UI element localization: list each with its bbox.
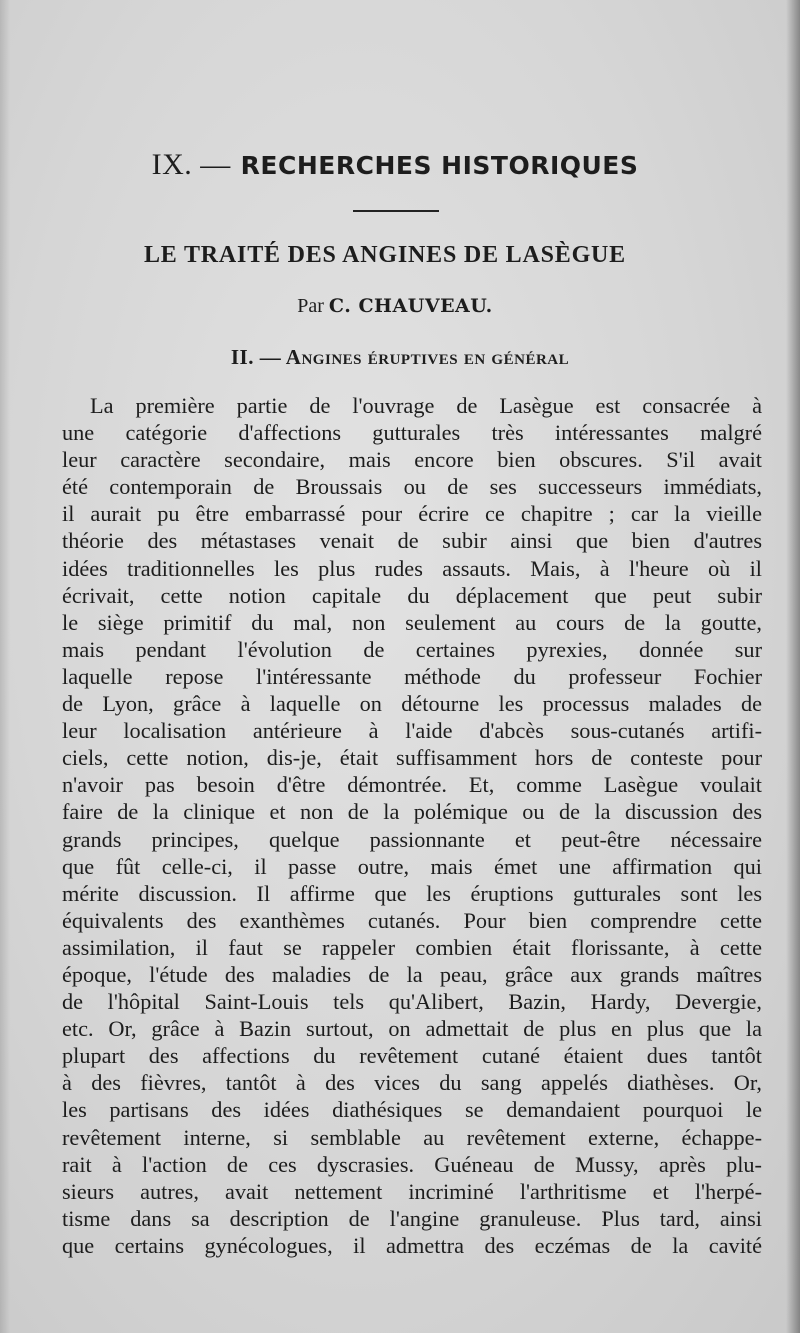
chapter-heading bbox=[0, 148, 790, 182]
text-line: écrivait, cette notion capitale du déplacement que peut subir bbox=[62, 582, 762, 608]
text-line: les partisans des idées diathésiques se demandaient pourquoi le bbox=[62, 1097, 762, 1123]
text-line: de Lyon, grâce à laquelle on détourne les processus malades de bbox=[62, 691, 762, 717]
chapter-number: IX. — bbox=[151, 148, 231, 181]
page-edge-shadow-left bbox=[0, 0, 10, 1333]
author-name: C. CHAUVEAU. bbox=[328, 295, 493, 317]
text-line: laquelle repose l'intéressante méthode du professeur Fochier bbox=[62, 663, 762, 689]
byline bbox=[0, 295, 790, 318]
text-line: mérite discussion. Il affirme que les éruptions gutturales sont les bbox=[62, 880, 762, 906]
text-line: La première partie de l'ouvrage de Lasègue est consacrée à bbox=[90, 393, 762, 418]
text-line: il aurait pu être embarrassé pour écrire ce chapitre ; car la vieille bbox=[62, 501, 762, 527]
text-line: faire de la clinique et non de la polémique ou de la discussion des bbox=[62, 799, 762, 825]
text-line: rait à l'action de ces dyscrasies. Guéneau de Mussy, après plu- bbox=[62, 1151, 762, 1177]
text-line: tisme dans sa description de l'angine granuleuse. Plus tard, ainsi bbox=[62, 1205, 762, 1231]
text-line: leur caractère secondaire, mais encore bien obscures. S'il avait bbox=[62, 447, 762, 473]
body-paragraph bbox=[62, 392, 762, 1259]
text-line: équivalents des exanthèmes cutanés. Pour bien comprendre cette bbox=[62, 907, 762, 933]
section-heading: II. — Angines éruptives en général bbox=[230, 345, 570, 369]
text-line: plupart des affections du revêtement cutané étaient dues tantôt bbox=[62, 1043, 762, 1069]
text-line: ciels, cette notion, dis-je, était suffisamment hors de conteste pour bbox=[62, 745, 762, 771]
text-line: que certains gynécologues, il admettra des eczémas de la cavité bbox=[62, 1232, 762, 1258]
text-line: une catégorie d'affections gutturales très intéressantes malgré bbox=[62, 420, 762, 446]
text-line: revêtement interne, si semblable au revêtement externe, échappe- bbox=[62, 1124, 762, 1150]
byline-prefix: Par bbox=[297, 295, 324, 317]
text-line: époque, l'étude des maladies de la peau, grâce aux grands maîtres bbox=[62, 961, 762, 987]
text-line: à des fièvres, tantôt à des vices du sang appelés diathèses. Or, bbox=[62, 1070, 762, 1096]
text-line: le siège primitif du mal, non seulement au cours de la goutte, bbox=[62, 609, 762, 635]
title-divider bbox=[353, 210, 439, 212]
text-line: mais pendant l'évolution de certaines pyrexies, donnée sur bbox=[62, 636, 762, 662]
chapter-title: RECHERCHES HISTORIQUES bbox=[240, 151, 639, 180]
text-line: assimilation, il faut se rappeler combien était florissante, à cette bbox=[62, 934, 762, 960]
text-line: été contemporain de Broussais ou de ses successeurs immédiats, bbox=[62, 474, 762, 500]
text-line: théorie des métastases venait de subir ainsi que bien d'autres bbox=[62, 528, 762, 554]
text-line: grands principes, quelque passionnante et peut-être nécessaire bbox=[62, 826, 762, 852]
text-line: que fût celle-ci, il passe outre, mais émet une affirmation qui bbox=[62, 853, 762, 879]
text-line: sieurs autres, avait nettement incriminé l'arthritisme et l'herpé- bbox=[62, 1178, 762, 1204]
text-line: etc. Or, grâce à Bazin surtout, on admettait de plus en plus que la bbox=[62, 1016, 762, 1042]
text-line: idées traditionnelles les plus rudes assauts. Mais, à l'heure où il bbox=[62, 555, 762, 581]
page-edge-shadow-right bbox=[786, 0, 800, 1333]
article-title: LE TRAITÉ DES ANGINES DE LASÈGUE bbox=[144, 242, 626, 268]
text-line: n'avoir pas besoin d'être démontrée. Et, comme Lasègue voulait bbox=[62, 772, 762, 798]
text-line: leur localisation antérieure à l'aide d'abcès sous-cutanés artifi- bbox=[62, 718, 762, 744]
text-line: de l'hôpital Saint-Louis tels qu'Alibert, Bazin, Hardy, Devergie, bbox=[62, 989, 762, 1015]
